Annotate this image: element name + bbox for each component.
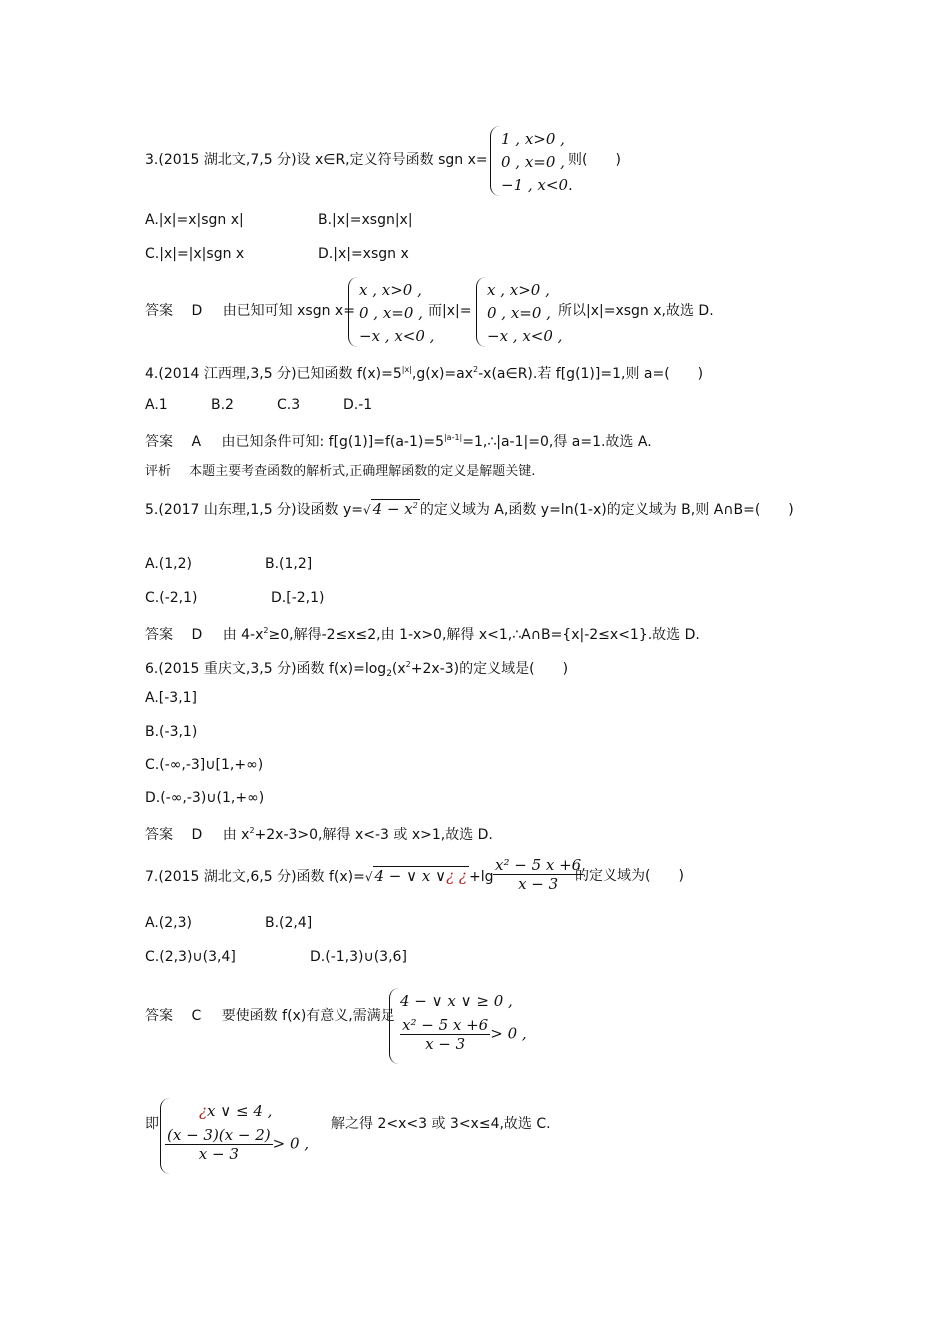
q6-answer: 答案 D 由 $x^2+2x-3>0$,解得 x<-3 或 x>1,故选 D. xyxy=(145,826,493,843)
answer-label: 答案 xyxy=(145,627,173,643)
q3-answer: 答案 D 由已知可知 xsgn x= xyxy=(145,303,355,319)
answer-label: 答案 xyxy=(145,827,173,843)
q3-sol-post: 所以|x|=xsgn x,故选 D. xyxy=(558,303,714,319)
q5-stem: 5.(2017 山东理,1,5 分)设函数 y=√ $4 - x^2$ 的定义域为 A,函数 y=ln(1-x)的定义域为 B,则 A∩B=( ) xyxy=(145,497,794,519)
answer-choice: D xyxy=(191,827,203,843)
q3-sol-mid: 而|x|= xyxy=(428,303,472,319)
answer-label: 答案 xyxy=(145,434,173,450)
q7-answer: 答案 C 要使函数 f(x)有意义,需满足 xyxy=(145,1008,395,1024)
q3-case-1: 1 , x>0 , xyxy=(501,130,565,148)
q6-stem: 6.(2015 重庆文,3,5 分)函数 $f(x)=\log_2(x^2+2x-3)$的定义域是( ) xyxy=(145,660,569,679)
q3-cases xyxy=(490,126,571,196)
answer-label: 答案 xyxy=(145,1008,173,1024)
q5-opt-a: A.(1,2) xyxy=(145,556,192,572)
q6-opt-d: D.(-∞,-3)∪(1,+∞) xyxy=(145,790,265,806)
q3-stem: 3.(2015 湖北文,7,5 分)设 x∈R,定义符号函数 sgn x= xyxy=(145,152,488,168)
q5-radical: √ $4 - x^2$ xyxy=(363,500,418,518)
q5-opt-c: C.(-2,1) xyxy=(145,590,198,606)
q7-sol-cases-1: 4 − ∨ x ∨ ≥ 0 , $\frac{\text{x² − 5 x +6}}{x - 3}$ > 0 , xyxy=(389,988,520,1064)
q7-radical: √ 4 − ∨ x ∨¿ ¿ xyxy=(364,867,467,885)
q4-opt-b: B.2 xyxy=(211,397,234,413)
q3-opt-c: C.|x|=|x|sgn x xyxy=(145,246,245,262)
q5-opt-d: D.[-2,1) xyxy=(271,590,325,606)
q3-opt-b: B.|x|=xsgn|x| xyxy=(318,212,413,228)
q7-then: 即 xyxy=(145,1116,159,1132)
q4-comment: 评析 本题主要考查函数的解析式,正确理解函数的定义是解题关键. xyxy=(145,464,536,479)
q4-stem: 4.(2014 江西理,3,5 分)已知函数 $f(x)=5^{|x|},g(x)=ax^2-x(a\in R)$.若 f[g(1)]=1,则 a=( ) xyxy=(145,365,704,382)
q4-answer: 答案 A 由已知条件可知: $f[g(1)]=f(a-1)=5^{|a-1|}=1,\therefore|a-1|=0$,得 a=1.故选 A. xyxy=(145,433,652,450)
q7-stem-tail: 的定义域为( ) xyxy=(575,868,684,884)
q7-opt-c: C.(2,3)∪(3,4] xyxy=(145,949,236,965)
comment-label: 评析 xyxy=(145,464,172,479)
q5-answer: 答案 D 由 $4-x^2\ge 0$,解得-2≤x≤2,由 1-x>0,解得 x<1,∴A∩B={x|-2≤x<1}.故选 D. xyxy=(145,626,700,643)
q7-opt-a: A.(2,3) xyxy=(145,915,192,931)
q6-opt-c: C.(-∞,-3]∪[1,+∞) xyxy=(145,757,264,773)
q3-sol-cases-1: x , x>0 , 0 , x=0 , −x , x<0 , xyxy=(348,277,425,347)
answer-choice: C xyxy=(191,1008,202,1024)
q6-opt-a: A.[-3,1] xyxy=(145,690,198,706)
q7-opt-b: B.(2,4] xyxy=(265,915,313,931)
answer-choice: D xyxy=(191,627,203,643)
answer-choice: D xyxy=(191,303,203,319)
q3-case-2: 0 , x=0 , xyxy=(501,153,565,171)
answer-label: 答案 xyxy=(145,303,173,319)
q5-opt-b: B.(1,2] xyxy=(265,556,313,572)
q7-stem: 7.(2015 湖北文,6,5 分)函数 f(x)=√ 4 − ∨ x ∨¿ ¿ +lg xyxy=(145,867,494,885)
q7-sol-post: 解之得 2<x<3 或 3<x≤4,故选 C. xyxy=(331,1116,551,1132)
q7-sol-cases-2: ¿x ∨ ≤ 4 , $\frac{(x - 3)(x - 2)}{x - 3}$ > 0 , xyxy=(160,1098,321,1174)
q6-opt-b: B.(-3,1) xyxy=(145,724,198,740)
q4-opt-c: C.3 xyxy=(277,397,301,413)
q7-fraction: $\frac{\text{x² − 5 x +6}}{x - 3}$ xyxy=(495,856,582,893)
q3-tail: 则( ) xyxy=(568,152,621,168)
q4-opt-a: A.1 xyxy=(145,397,168,413)
q3-sol-cases-2: x , x>0 , 0 , x=0 , −x , x<0 , xyxy=(476,277,557,347)
answer-choice: A xyxy=(191,434,202,450)
q3-opt-d: D.|x|=xsgn x xyxy=(318,246,409,262)
q4-opt-d: D.-1 xyxy=(343,397,373,413)
q3-opt-a: A.|x|=x|sgn x| xyxy=(145,212,244,228)
q7-opt-d: D.(-1,3)∪(3,6] xyxy=(310,949,407,965)
q3-case-3: −1 , x<0. xyxy=(501,176,573,194)
